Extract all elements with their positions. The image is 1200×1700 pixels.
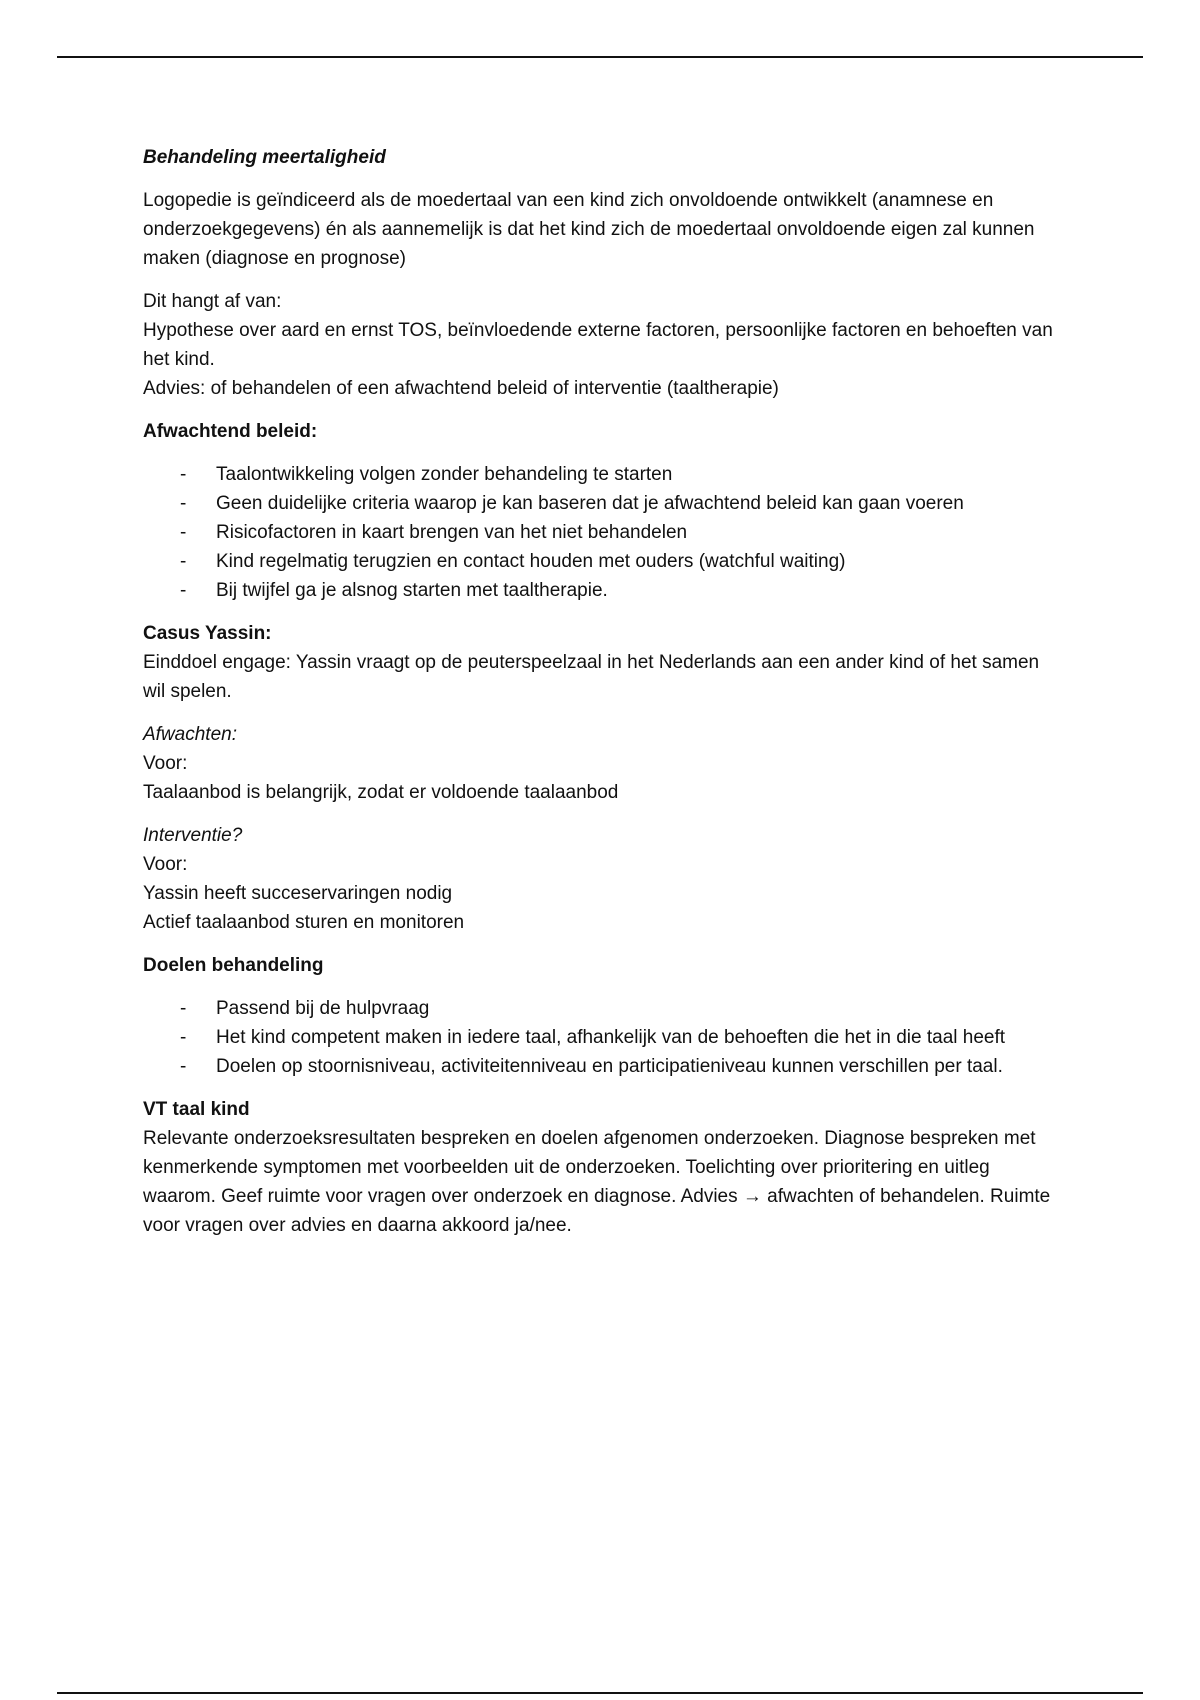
waiting-policy-list [143, 460, 1063, 605]
wait-for-label: Voor: [143, 753, 188, 774]
list-item: - Bij twijfel ga je alsnog starten met taaltherapie. [143, 576, 1063, 605]
list-item: - Kind regelmatig terugzien en contact houden met ouders (watchful waiting) [143, 547, 1063, 576]
vt-paragraph: Relevante onderzoeksresultaten bespreken en doelen afgenomen onderzoeken. Diagnose bespreken met kenmerkende symptomen met voorbeelden uit de onderzoeken. Toelichting over prioritering en uitleg waarom. Geef ruimte voor vragen over onderzoek en diagnose. Advies → afwachten of behandelen. Ruimte voor vragen over advies en daarna akkoord ja/nee. [143, 1128, 1051, 1236]
intro-paragraph: Logopedie is geïndiceerd als de moedertaal van een kind zich onvoldoende ontwikkelt (anamnese en onderzoekgegevens) én als aannemelijk is dat het kind zich de moedertaal onvoldoende eigen zal kunnen maken (diagnose en prognose) [143, 190, 1035, 269]
intervention-reason: Actief taalaanbod sturen en monitoren [143, 912, 465, 933]
footer-rule [57, 1692, 1143, 1694]
document-title: Behandeling meertaligheid [143, 147, 386, 168]
goals-heading: Doelen behandeling [143, 955, 324, 976]
document-body [143, 143, 1063, 1240]
waiting-policy-heading: Afwachtend beleid: [143, 421, 318, 442]
wait-label: Afwachten: [143, 724, 237, 745]
vt-heading: VT taal kind [143, 1099, 250, 1120]
case-goal: Einddoel engage: Yassin vraagt op de peuterspeelzaal in het Nederlands aan een ander kind of het samen wil spelen. [143, 652, 1040, 702]
list-item: - Taalontwikkeling volgen zonder behandeling te starten [143, 460, 1063, 489]
list-item: - Passend bij de hulpvraag [143, 994, 1063, 1023]
list-item: - Risicofactoren in kaart brengen van het niet behandelen [143, 518, 1063, 547]
advice-text: Advies: of behandelen of een afwachtend beleid of interventie (taaltherapie) [143, 378, 779, 399]
intervention-reason: Yassin heeft succeservaringen nodig [143, 883, 453, 904]
intervention-for-label: Voor: [143, 854, 188, 875]
hypothesis-text: Hypothese over aard en ernst TOS, beïnvloedende externe factoren, persoonlijke factoren en behoeften van het kind. [143, 320, 1053, 370]
goals-list [143, 994, 1063, 1081]
case-heading: Casus Yassin: [143, 623, 272, 644]
header-rule [57, 56, 1143, 58]
list-item: - Geen duidelijke criteria waarop je kan baseren dat je afwachtend beleid kan gaan voeren [143, 489, 1063, 518]
wait-reason: Taalaanbod is belangrijk, zodat er voldoende taalaanbod [143, 782, 619, 803]
list-item: - Het kind competent maken in iedere taal, afhankelijk van de behoeften die het in die taal heeft [143, 1023, 1063, 1052]
list-item: - Doelen op stoornisniveau, activiteitenniveau en participatieniveau kunnen verschillen per taal. [143, 1052, 1063, 1081]
intervention-label: Interventie? [143, 825, 243, 846]
depends-label: Dit hangt af van: [143, 291, 282, 312]
